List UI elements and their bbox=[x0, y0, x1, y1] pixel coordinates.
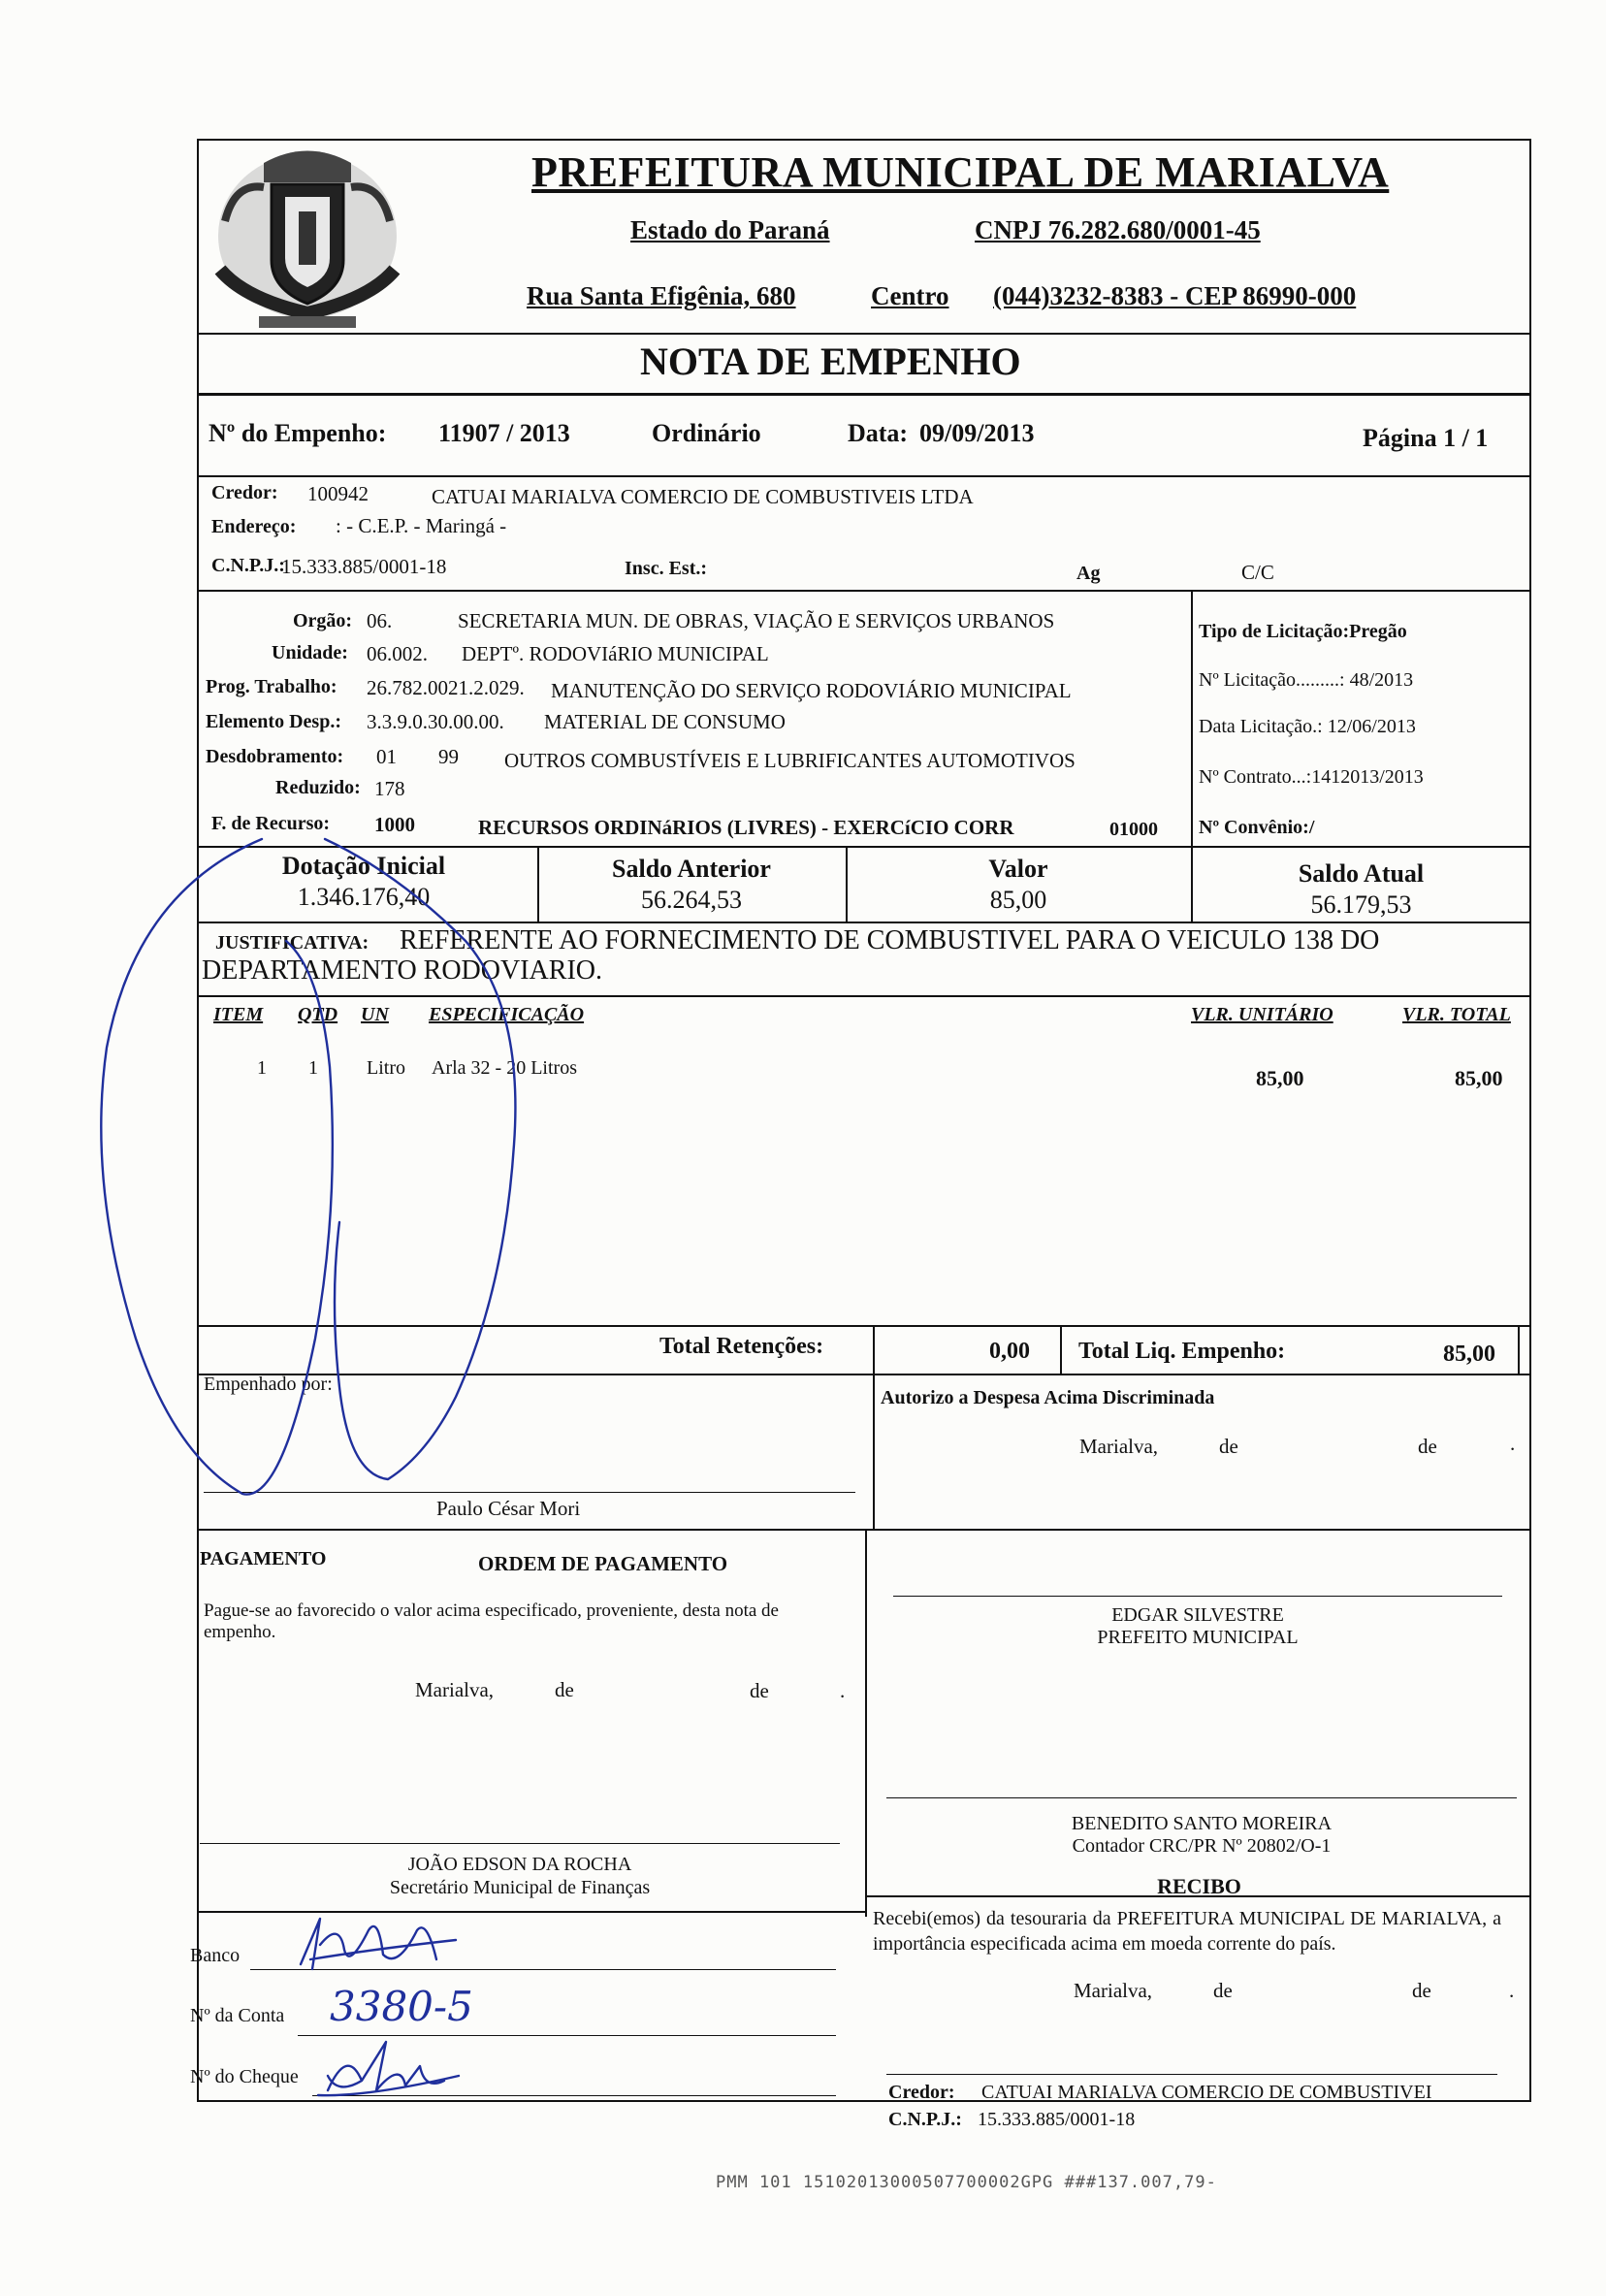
empenho-number: 11907 / 2013 bbox=[438, 419, 570, 447]
recurso-code2: 01000 bbox=[1109, 819, 1158, 840]
empenhado-label: Empenhado por: bbox=[204, 1374, 333, 1395]
coat-of-arms-logo bbox=[206, 144, 409, 338]
pagamento-city: Marialva, bbox=[415, 1678, 495, 1701]
header-phone-cep: (044)3232-8383 - CEP 86990-000 bbox=[993, 281, 1357, 310]
orgao-label: Orgão: bbox=[293, 610, 353, 631]
col-spec: ESPECIFICAÇÃO bbox=[429, 1004, 585, 1025]
autorizo-de2: de bbox=[1418, 1435, 1437, 1458]
credor-cnpj-label: C.N.P.J.: bbox=[211, 555, 285, 576]
footer-code: PMM 101 15102013000507700002GPG ###137.007,79- bbox=[716, 2173, 1217, 2192]
autorizo-city: Marialva, bbox=[1079, 1435, 1159, 1458]
document-title: NOTA DE EMPENHO bbox=[640, 340, 1021, 383]
col-item: ITEM bbox=[213, 1004, 264, 1025]
unidade-label: Unidade: bbox=[272, 642, 348, 663]
col-total-value: VLR. TOTAL bbox=[1402, 1004, 1511, 1025]
desd-name: OUTROS COMBUSTÍVEIS E LUBRIFICANTES AUTOMOTIVOS bbox=[504, 749, 1076, 772]
credor-address-label: Endereço: bbox=[211, 516, 297, 537]
recibo-cnpj-label: C.N.P.J.: bbox=[888, 2109, 962, 2130]
col-unit-value: VLR. UNITÁRIO bbox=[1191, 1004, 1333, 1025]
col-qtd: QTD bbox=[298, 1004, 338, 1025]
recibo-de1: de bbox=[1213, 1979, 1233, 2002]
empenho-type: Ordinário bbox=[652, 419, 761, 447]
dotacao-label: Dotação Inicial bbox=[281, 852, 446, 880]
handwritten-account-number: 3380-5 bbox=[330, 1983, 473, 2030]
row-item: 1 bbox=[257, 1057, 267, 1079]
credor-address: : - C.E.P. - Maringá - bbox=[336, 514, 507, 537]
licitacao-contrato: Nº Contrato...:1412013/2013 bbox=[1199, 766, 1424, 788]
divider bbox=[197, 590, 1531, 592]
unidade-name: DEPTº. RODOVIáRIO MUNICIPAL bbox=[462, 642, 769, 665]
valor-label: Valor bbox=[988, 855, 1048, 883]
retencoes-value: 0,00 bbox=[989, 1339, 1030, 1364]
licitacao-data: Data Licitação.: 12/06/2013 bbox=[1199, 716, 1416, 737]
credor-cc-label: C/C bbox=[1241, 561, 1274, 584]
elem-label: Elemento Desp.: bbox=[206, 711, 341, 732]
recibo-credor-label: Credor: bbox=[888, 2082, 955, 2103]
divider bbox=[873, 1325, 875, 1374]
total-liq-value: 85,00 bbox=[1443, 1342, 1495, 1367]
prefeito-role: PREFEITO MUNICIPAL bbox=[1097, 1627, 1299, 1648]
recibo-dot: . bbox=[1509, 1979, 1515, 2002]
empenho-date: 09/09/2013 bbox=[919, 419, 1035, 447]
row-total-value: 85,00 bbox=[1455, 1066, 1503, 1090]
divider bbox=[1191, 590, 1193, 846]
row-un: Litro bbox=[367, 1057, 405, 1079]
prefeito-name: EDGAR SILVESTRE bbox=[1111, 1604, 1284, 1626]
desd-label: Desdobramento: bbox=[206, 746, 344, 767]
pagamento-dot: . bbox=[840, 1679, 846, 1702]
autorizo-dot: . bbox=[1510, 1432, 1516, 1455]
contador-role: Contador CRC/PR Nº 20802/O-1 bbox=[1072, 1835, 1332, 1857]
divider bbox=[197, 475, 1531, 477]
prog-code: 26.782.0021.2.029. bbox=[367, 676, 525, 699]
justificativa-line2: DEPARTAMENTO RODOVIARIO. bbox=[202, 955, 602, 986]
reduzido-value: 178 bbox=[374, 777, 405, 800]
credor-insc-label: Insc. Est.: bbox=[625, 558, 708, 579]
secretario-role: Secretário Municipal de Finanças bbox=[389, 1877, 651, 1898]
licitacao-convenio: Nº Convênio:/ bbox=[1199, 817, 1315, 838]
signature-line bbox=[893, 1596, 1502, 1597]
contador-name: BENEDITO SANTO MOREIRA bbox=[1071, 1813, 1333, 1834]
blue-ink-loop-mark bbox=[78, 834, 601, 1533]
recibo-de2: de bbox=[1412, 1979, 1431, 2002]
handwritten-cheque-signature bbox=[308, 2037, 464, 2105]
total-liq-label: Total Liq. Empenho: bbox=[1078, 1339, 1286, 1364]
recibo-cnpj-value: 15.333.885/0001-18 bbox=[978, 2109, 1136, 2130]
recibo-city: Marialva, bbox=[1074, 1979, 1153, 2002]
conta-label: Nº da Conta bbox=[190, 2005, 285, 2026]
valor-value: 85,00 bbox=[989, 886, 1047, 914]
autorizo-label: Autorizo a Despesa Acima Discriminada bbox=[881, 1387, 1215, 1408]
credor-code: 100942 bbox=[307, 482, 369, 505]
orgao-name: SECRETARIA MUN. DE OBRAS, VIAÇÃO E SERVIÇOS URBANOS bbox=[458, 609, 1055, 632]
header-district: Centro bbox=[871, 281, 949, 310]
pagamento-label: PAGAMENTO bbox=[200, 1548, 327, 1569]
empenho-label: Nº do Empenho: bbox=[209, 419, 387, 447]
credor-cnpj: 15.333.885/0001-18 bbox=[281, 555, 447, 578]
autorizo-de1: de bbox=[1219, 1435, 1238, 1458]
conta-line bbox=[298, 2035, 836, 2036]
secretario-name: JOÃO EDSON DA ROCHA bbox=[407, 1854, 632, 1875]
handwritten-bank-signature bbox=[291, 1911, 466, 1979]
licitacao-tipo: Tipo de Licitação:Pregão bbox=[1199, 621, 1407, 642]
recibo-credor-name: CATUAI MARIALVA COMERCIO DE COMBUSTIVEI bbox=[981, 2082, 1432, 2103]
empenho-date-label: Data: bbox=[848, 419, 909, 447]
banco-label: Banco bbox=[190, 1945, 241, 1966]
unidade-code: 06.002. bbox=[367, 642, 428, 665]
reduzido-label: Reduzido: bbox=[275, 777, 361, 798]
row-unit-value: 85,00 bbox=[1256, 1066, 1304, 1090]
ordem-pagamento-label: ORDEM DE PAGAMENTO bbox=[478, 1552, 728, 1575]
empenhado-name: Paulo César Mori bbox=[436, 1497, 581, 1520]
saldo-atual-value: 56.179,53 bbox=[1310, 890, 1412, 919]
saldo-atual-label: Saldo Atual bbox=[1298, 859, 1425, 888]
header-state: Estado do Paraná bbox=[630, 215, 830, 244]
col-un: UN bbox=[361, 1004, 389, 1025]
cheque-label: Nº do Cheque bbox=[190, 2066, 299, 2087]
signature-line bbox=[886, 2074, 1497, 2075]
pagamento-de1: de bbox=[555, 1678, 574, 1701]
licitacao-numero: Nº Licitação.........: 48/2013 bbox=[1199, 669, 1414, 691]
credor-name: CATUAI MARIALVA COMERCIO DE COMBUSTIVEIS LTDA bbox=[432, 485, 974, 508]
justificativa-label: JUSTIFICATIVA: bbox=[215, 932, 369, 954]
saldo-anterior-label: Saldo Anterior bbox=[612, 855, 771, 883]
recurso-code: 1000 bbox=[374, 813, 415, 836]
divider bbox=[873, 1374, 875, 1529]
credor-label: Credor: bbox=[211, 482, 278, 503]
justificativa-line1: REFERENTE AO FORNECIMENTO DE COMBUSTIVEL PARA O VEICULO 138 DO bbox=[400, 925, 1380, 955]
orgao-code: 06. bbox=[367, 609, 393, 632]
divider bbox=[1518, 1325, 1520, 1374]
row-qtd: 1 bbox=[308, 1057, 318, 1079]
divider bbox=[197, 333, 1531, 335]
credor-ag-label: Ag bbox=[1076, 563, 1101, 584]
recurso-label: F. de Recurso: bbox=[211, 813, 331, 834]
saldo-anterior-value: 56.264,53 bbox=[641, 886, 742, 914]
divider bbox=[197, 393, 1531, 396]
signature-line bbox=[200, 1843, 840, 1844]
prog-label: Prog. Trabalho: bbox=[206, 676, 337, 697]
divider bbox=[865, 1529, 867, 1917]
row-spec: Arla 32 - 20 Litros bbox=[432, 1057, 577, 1079]
retencoes-label: Total Retenções: bbox=[659, 1334, 824, 1359]
header-title: PREFEITURA MUNICIPAL DE MARIALVA bbox=[531, 148, 1390, 196]
header-address: Rua Santa Efigênia, 680 bbox=[527, 281, 796, 310]
elem-name: MATERIAL DE CONSUMO bbox=[544, 710, 786, 733]
desd-code1: 01 bbox=[376, 745, 397, 768]
pagamento-text: Pague-se ao favorecido o valor acima especificado, proveniente, desta nota de empenho. bbox=[204, 1601, 779, 1642]
desd-code2: 99 bbox=[438, 745, 459, 768]
page-indicator: Página 1 / 1 bbox=[1363, 424, 1489, 452]
pagamento-de2: de bbox=[750, 1679, 769, 1702]
recurso-name: RECURSOS ORDINáRIOS (LIVRES) - EXERCíCIO CORR bbox=[478, 816, 1014, 839]
dotacao-value: 1.346.176,40 bbox=[297, 883, 431, 911]
recibo-text: Recebi(emos) da tesouraria da PREFEITURA MUNICIPAL DE MARIALVA, a importância especificada acima em moeda corrente do país. bbox=[873, 1908, 1501, 1955]
header-cnpj: CNPJ 76.282.680/0001-45 bbox=[975, 215, 1261, 244]
elem-code: 3.3.9.0.30.00.00. bbox=[367, 710, 504, 733]
prog-name: MANUTENÇÃO DO SERVIÇO RODOVIÁRIO MUNICIPAL bbox=[551, 679, 1072, 702]
recibo-title: RECIBO bbox=[1157, 1874, 1241, 1898]
signature-line bbox=[886, 1797, 1517, 1798]
divider bbox=[1060, 1325, 1062, 1374]
